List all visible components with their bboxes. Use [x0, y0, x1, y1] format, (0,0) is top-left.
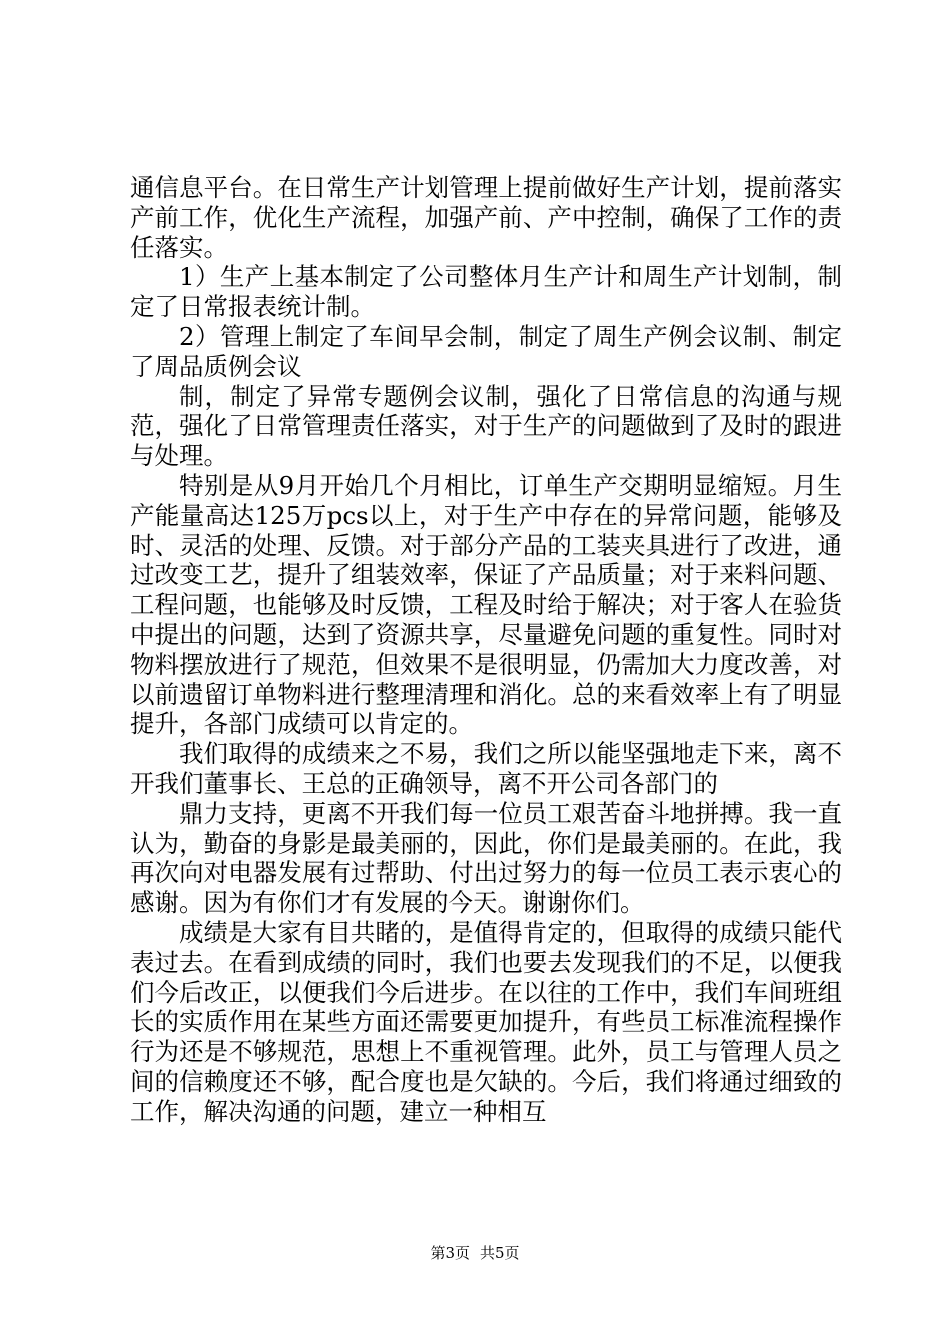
page-number: 第3页 [430, 1244, 470, 1262]
paragraph-7: 鼎力支持，更离不开我们每一位员工艰苦奋斗地拼搏。我一直认为，勤奋的身影是最美丽的，因此，你们是最美丽的。在此，我再次向对电器发展有过帮助、付出过努力的每一位员工表示衷心的感谢。因为有你们才有发展的今天。谢谢你们。 [130, 798, 842, 918]
paragraph-6: 我们取得的成绩来之不易，我们之所以能坚强地走下来，离不开我们董事长、王总的正确领导，离不开公司各部门的 [130, 739, 842, 798]
paragraph-4: 制，制定了异常专题例会议制，强化了日常信息的沟通与规范，强化了日常管理责任落实，对于生产的问题做到了及时的跟进与处理。 [130, 381, 842, 471]
paragraph-2: 1）生产上基本制定了公司整体月生产计和周生产计划制，制定了日常报表统计制。 [130, 262, 842, 322]
document-body [130, 173, 842, 1127]
paragraph-1: 通信息平台。在日常生产计划管理上提前做好生产计划，提前落实产前工作，优化生产流程，加强产前、产中控制，确保了工作的责任落实。 [130, 173, 842, 262]
page-footer [0, 1243, 950, 1263]
paragraph-3: 2）管理上制定了车间早会制，制定了周生产例会议制、制定了周品质例会议 [130, 321, 842, 381]
paragraph-5: 特别是从9月开始几个月相比，订单生产交期明显缩短。月生产能量高达125万pcs以上，对于生产中存在的异常问题，能够及时、灵活的处理、反馈。对于部分产品的工装夹具进行了改进，通过改变工艺，提升了组装效率，保证了产品质量；对于来料问题、工程问题，也能够及时反馈，工程及时给于解决；对于客人在验货中提出的问题，达到了资源共享，尽量避免问题的重复性。同时对物料摆放进行了规范，但效果不是很明显，仍需加大力度改善，对以前遗留订单物料进行整理清理和消化。总的来看效率上有了明显提升，各部门成绩可以肯定的。 [130, 470, 842, 739]
paragraph-8: 成绩是大家有目共睹的，是值得肯定的，但取得的成绩只能代表过去。在看到成绩的同时，我们也要去发现我们的不足，以便我们今后改正，以便我们今后进步。在以往的工作中，我们车间班组长的实质作用在某些方面还需要更加提升，有些员工标准流程操作行为还是不够规范，思想上不重视管理。此外，员工与管理人员之间的信赖度还不够，配合度也是欠缺的。今后，我们将通过细致的工作，解决沟通的问题，建立一种相互 [130, 917, 842, 1126]
page-total: 共5页 [480, 1244, 520, 1262]
